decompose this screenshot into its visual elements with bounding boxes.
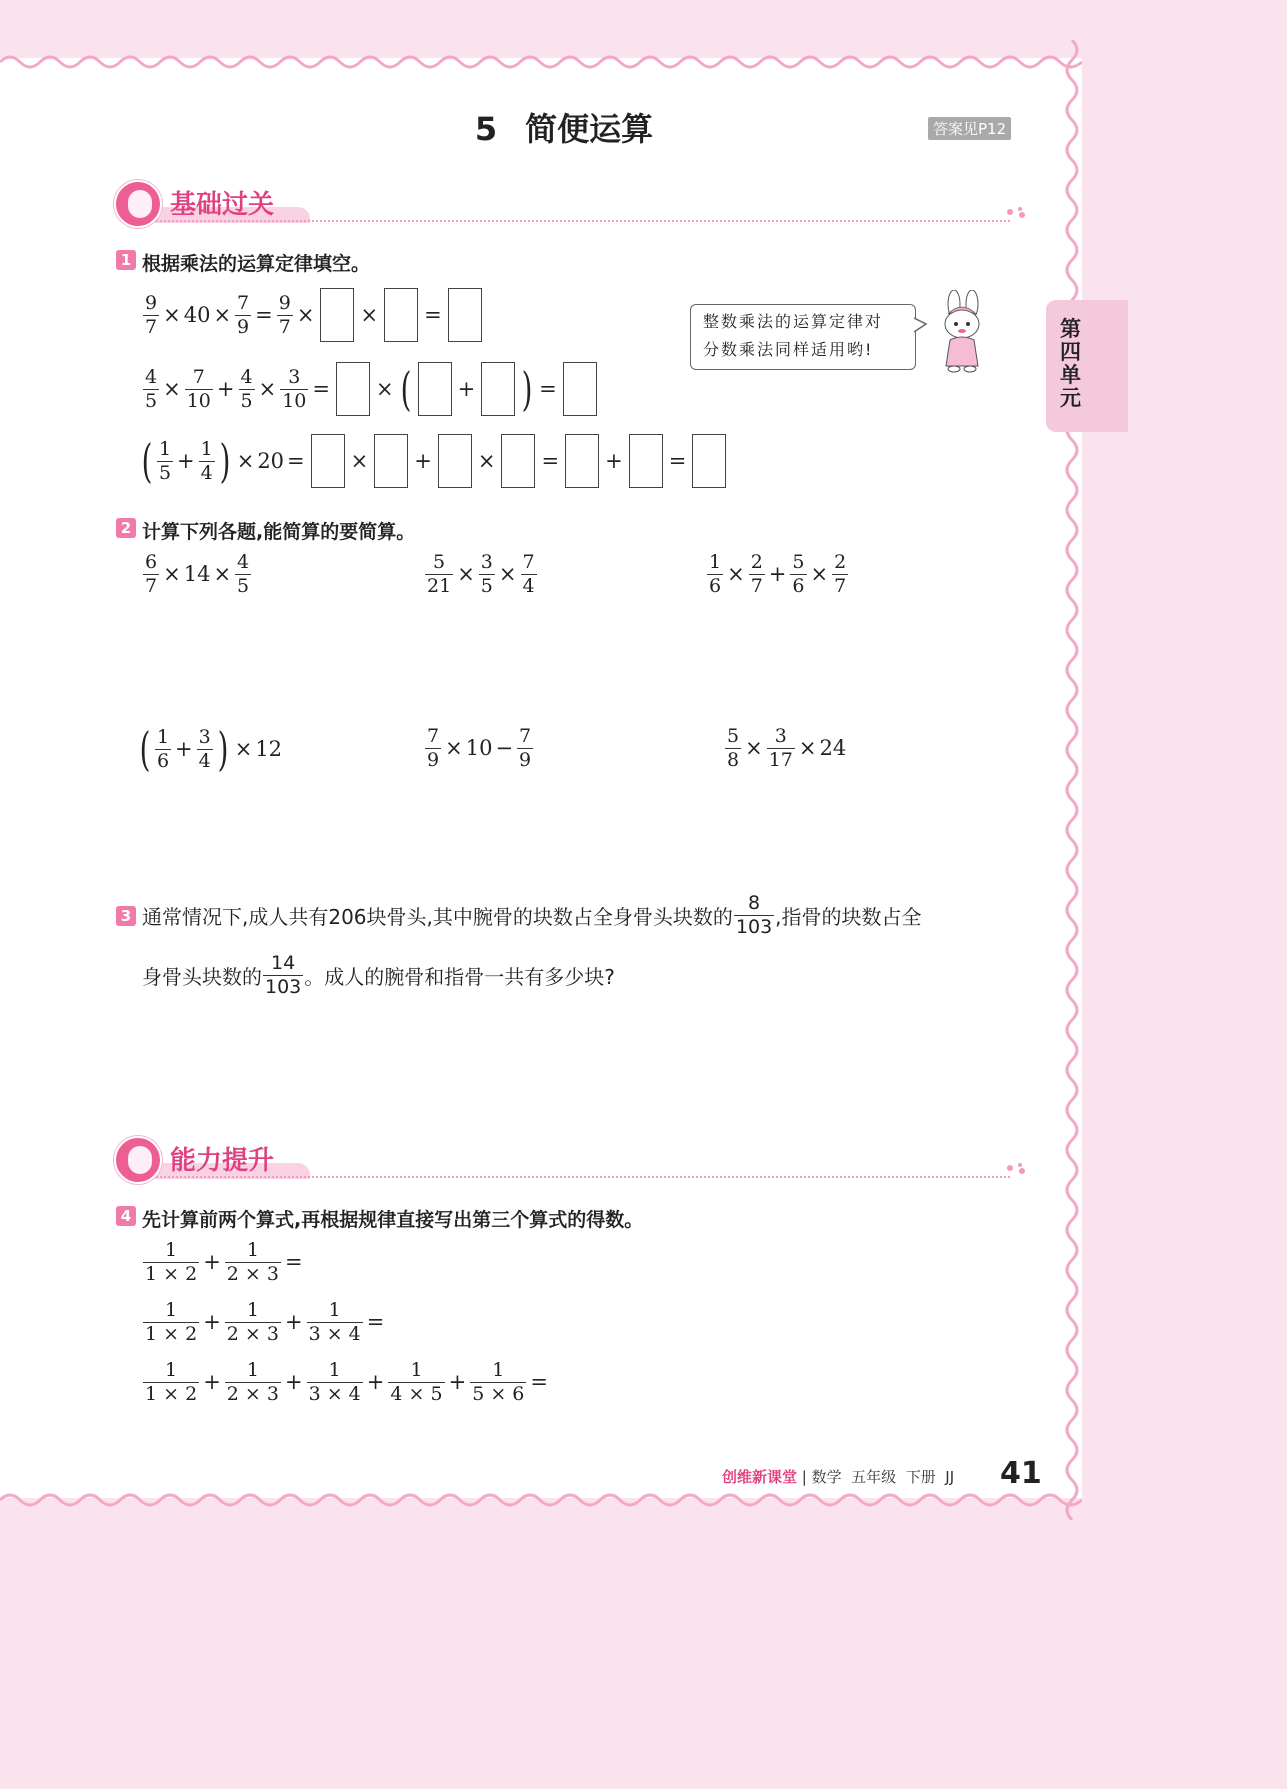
fraction: $\frac{1}{6}$ bbox=[156, 725, 170, 772]
calc-item: $\frac{6}{7}$ × 14 × $\frac{4}{5}$ bbox=[145, 551, 250, 597]
fraction: $\frac{7}{4}$ bbox=[522, 551, 535, 597]
question-number: 3 bbox=[116, 906, 136, 926]
fraction: $\frac{9}{7}$ bbox=[278, 291, 291, 338]
bunny-mascot-icon bbox=[930, 290, 992, 374]
fraction: $\frac{3}{4}$ bbox=[198, 725, 211, 772]
bubble-tail bbox=[914, 316, 928, 336]
fraction: $\frac{1}{3 \times 4}$ bbox=[308, 1359, 361, 1405]
edition: JJ bbox=[945, 1468, 955, 1486]
fraction: $\frac{3}{5}$ bbox=[480, 551, 493, 597]
answer-box[interactable] bbox=[501, 434, 535, 488]
answer-reference-badge: 答案见P12 bbox=[928, 117, 1011, 140]
brand-name: 创维新课堂 bbox=[722, 1468, 798, 1486]
question-number: 2 bbox=[116, 518, 136, 538]
fraction: $\frac{3}{17}$ bbox=[768, 725, 793, 771]
question-text: 先计算前两个算式,再根据规律直接写出第三个算式的得数。 bbox=[142, 1209, 644, 1231]
fraction: $\frac{7}{9}$ bbox=[519, 725, 532, 771]
equation-row: $\frac{9}{7}$ × 40 × $\frac{7}{9}$ = $\frac{9}{7}$ × × = bbox=[142, 288, 485, 342]
pattern-row: $\frac{1}{1 \times 2}$ + $\frac{1}{2 \times 3}$ = bbox=[145, 1239, 303, 1285]
mascot-icon bbox=[114, 180, 162, 228]
right-wave-border bbox=[1060, 40, 1096, 1520]
calc-item: $\frac{7}{9}$ × 10 − $\frac{7}{9}$ bbox=[427, 725, 532, 771]
unit-side-tab bbox=[1046, 300, 1128, 432]
fraction: $\frac{1}{6}$ bbox=[709, 551, 722, 597]
fraction: $\frac{1}{1 \times 2}$ bbox=[145, 1359, 198, 1405]
grade: 五年级 bbox=[851, 1468, 897, 1486]
lesson-number: 5 bbox=[474, 110, 498, 148]
calc-item: $\frac{5}{8}$ × $\frac{3}{17}$ × 24 bbox=[727, 725, 847, 771]
fraction: $\frac{9}{7}$ bbox=[145, 291, 158, 338]
calc-item: $\frac{5}{21}$ × $\frac{3}{5}$ × $\frac{7}{4}$ bbox=[427, 551, 535, 597]
fraction: $\frac{1}{4 \times 5}$ bbox=[390, 1359, 443, 1405]
tip-line-1: 整数乘法的运算定律对 bbox=[703, 312, 884, 331]
problem-text: 。成人的腕骨和指骨一共有多少块? bbox=[304, 964, 615, 989]
fraction: $\frac{4}{5}$ bbox=[145, 365, 158, 412]
volume: 下册 bbox=[905, 1468, 936, 1486]
tip-line-2: 分数乘法同样适用哟! bbox=[703, 340, 874, 359]
fraction: $\frac{1}{2 \times 3}$ bbox=[226, 1359, 279, 1405]
fraction: $\frac{5}{21}$ bbox=[427, 551, 452, 597]
answer-box[interactable] bbox=[320, 288, 354, 342]
question-number: 1 bbox=[116, 250, 136, 270]
footer: 创维新课堂 | 数学 五年级 下册 JJ bbox=[722, 1468, 955, 1486]
fraction: $\frac{1}{1 \times 2}$ bbox=[145, 1239, 198, 1285]
top-wave-border bbox=[0, 50, 1082, 74]
bottom-wave-border bbox=[0, 1488, 1082, 1512]
pattern-row: $\frac{1}{1 \times 2}$ + $\frac{1}{2 \times 3}$ + $\frac{1}{3 \times 4}$ + $\frac{1}{4 \times 5}$ + $\frac{1}{5 \times 6}$ = bbox=[145, 1359, 548, 1405]
fraction: $\frac{1}{1 \times 2}$ bbox=[145, 1299, 198, 1345]
answer-box[interactable] bbox=[629, 434, 663, 488]
answer-box[interactable] bbox=[565, 434, 599, 488]
fraction: $\frac{1}{5 \times 6}$ bbox=[472, 1359, 525, 1405]
dots-decoration bbox=[1004, 1162, 1034, 1174]
answer-box[interactable] bbox=[311, 434, 345, 488]
calc-item: ( $\frac{1}{6}$ + $\frac{3}{4}$ ) × 12 bbox=[139, 722, 283, 776]
section-title-basic: 基础过关 bbox=[170, 190, 275, 220]
fraction: $\frac{3}{10}$ bbox=[282, 365, 307, 412]
question-text: 计算下列各题,能简算的要简算。 bbox=[142, 521, 416, 543]
fraction: $\frac{2}{7}$ bbox=[834, 551, 847, 597]
fraction: $\frac{5}{6}$ bbox=[792, 551, 805, 597]
fraction: $\frac{14}{103}$ bbox=[265, 952, 302, 998]
fraction: $\frac{7}{9}$ bbox=[427, 725, 440, 771]
fraction: $\frac{1}{3 \times 4}$ bbox=[308, 1299, 361, 1345]
fraction: $\frac{1}{2 \times 3}$ bbox=[226, 1239, 279, 1285]
answer-box[interactable] bbox=[418, 362, 452, 416]
question-number: 4 bbox=[116, 1206, 136, 1226]
fraction: $\frac{1}{2 \times 3}$ bbox=[226, 1299, 279, 1345]
answer-box[interactable] bbox=[384, 288, 418, 342]
page-number: 41 bbox=[1000, 1456, 1042, 1491]
problem-text: 通常情况下,成人共有206块骨头,其中腕骨的块数占全身骨头块数的 bbox=[142, 904, 733, 929]
fraction: $\frac{6}{7}$ bbox=[145, 551, 158, 597]
tip-speech-bubble bbox=[690, 304, 916, 370]
answer-box[interactable] bbox=[692, 434, 726, 488]
fraction: $\frac{7}{10}$ bbox=[186, 365, 211, 412]
pattern-row: $\frac{1}{1 \times 2}$ + $\frac{1}{2 \times 3}$ + $\frac{1}{3 \times 4}$ = bbox=[145, 1299, 385, 1345]
dots-decoration bbox=[1004, 206, 1034, 218]
mascot-icon bbox=[114, 1136, 162, 1184]
equation-row: ( $\frac{1}{5}$ + $\frac{1}{4}$ ) × 20 = × + × = + = bbox=[138, 434, 729, 488]
fraction: $\frac{4}{5}$ bbox=[237, 551, 250, 597]
section-title-advanced: 能力提升 bbox=[170, 1146, 275, 1176]
fraction: $\frac{4}{5}$ bbox=[240, 365, 253, 412]
answer-box[interactable] bbox=[563, 362, 597, 416]
calc-item: $\frac{1}{6}$ × $\frac{2}{7}$ + $\frac{5}{6}$ × $\frac{2}{7}$ bbox=[709, 551, 847, 597]
unit-label: 第四单元 bbox=[1060, 317, 1081, 410]
equation-row: $\frac{4}{5}$ × $\frac{7}{10}$ + $\frac{4}{5}$ × $\frac{3}{10}$ = × ( + ) = bbox=[142, 362, 600, 416]
question-text: 根据乘法的运算定律填空。 bbox=[142, 253, 371, 275]
answer-box[interactable] bbox=[481, 362, 515, 416]
problem-text: ,指骨的块数占全 bbox=[775, 904, 922, 929]
fraction: $\frac{2}{7}$ bbox=[750, 551, 763, 597]
answer-box[interactable] bbox=[448, 288, 482, 342]
fraction: $\frac{1}{4}$ bbox=[200, 437, 213, 484]
answer-box[interactable] bbox=[438, 434, 472, 488]
fraction: $\frac{7}{9}$ bbox=[237, 291, 250, 338]
fraction: $\frac{5}{8}$ bbox=[727, 725, 740, 771]
subject: 数学 bbox=[811, 1468, 842, 1486]
problem-text: 身骨头块数的 bbox=[142, 964, 262, 989]
answer-box[interactable] bbox=[336, 362, 370, 416]
answer-box[interactable] bbox=[374, 434, 408, 488]
lesson-title: 简便运算 bbox=[525, 110, 654, 148]
word-problem-line-1 bbox=[142, 893, 922, 938]
fraction: $\frac{1}{5}$ bbox=[158, 437, 172, 484]
fraction: $\frac{8}{103}$ bbox=[735, 892, 773, 938]
word-problem-line-2 bbox=[142, 953, 615, 998]
